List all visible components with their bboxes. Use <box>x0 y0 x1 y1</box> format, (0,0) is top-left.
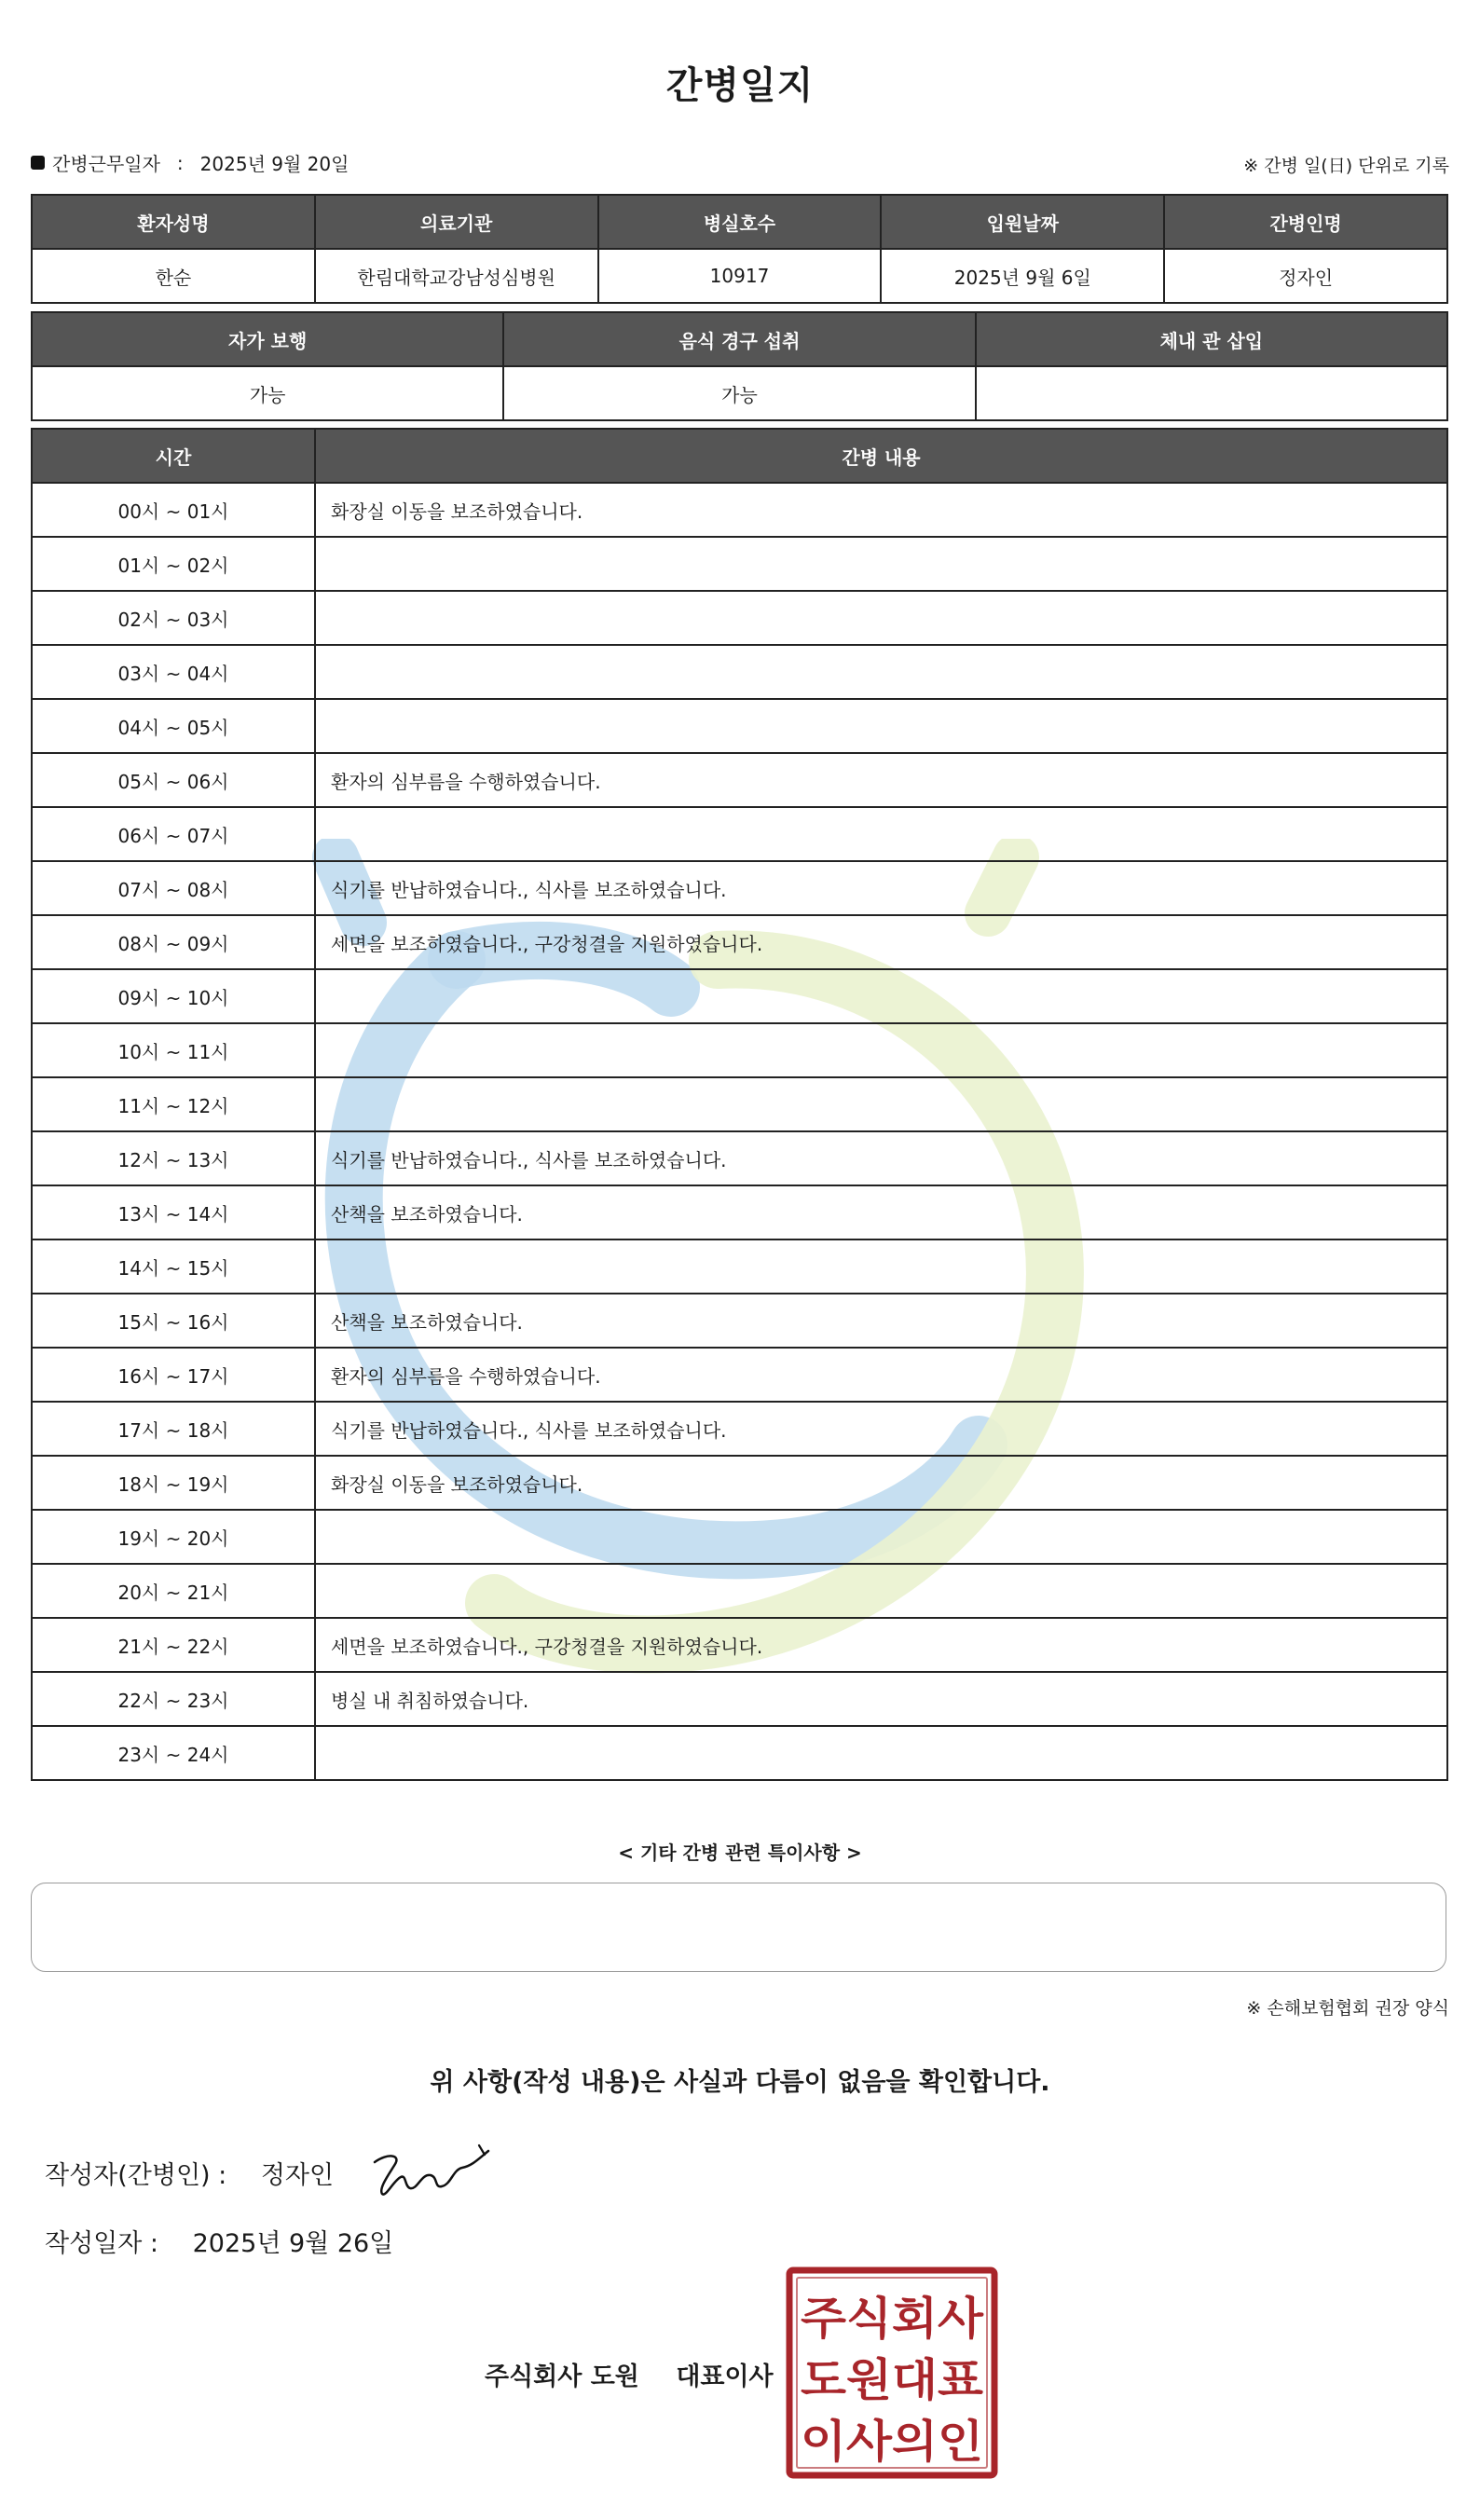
care-log-row <box>32 1456 1447 1510</box>
tube-insertion-value <box>976 366 1447 420</box>
log-time-cell: 08시 ~ 09시 <box>32 915 315 969</box>
care-log-row <box>32 1294 1447 1348</box>
log-time-cell: 12시 ~ 13시 <box>32 1131 315 1185</box>
room-number: 10917 <box>598 249 882 303</box>
work-date-line <box>31 149 349 176</box>
care-log-row <box>32 591 1447 645</box>
care-log-row <box>32 1510 1447 1564</box>
log-content-cell: 환자의 심부름을 수행하였습니다. <box>315 1348 1447 1402</box>
care-log-row <box>32 861 1447 915</box>
care-log-row <box>32 483 1447 537</box>
log-content-cell: 화장실 이동을 보조하였습니다. <box>315 1456 1447 1510</box>
log-time-cell: 16시 ~ 17시 <box>32 1348 315 1402</box>
caregiver-name: 정자인 <box>1164 249 1447 303</box>
care-log-row <box>32 1564 1447 1618</box>
care-log-row <box>32 1023 1447 1077</box>
care-log-row <box>32 1672 1447 1726</box>
hospital-name: 한림대학교강남성심병원 <box>315 249 598 303</box>
care-log-rows <box>32 483 1447 1780</box>
log-content-cell <box>315 699 1447 753</box>
care-log-row <box>32 645 1447 699</box>
notes-title: < 기타 간병 관련 특이사항 > <box>618 1842 862 1864</box>
patient-status-table <box>31 311 1448 421</box>
page-title: 간병일지 <box>665 64 815 107</box>
special-notes-box <box>31 1883 1446 1972</box>
care-log-table <box>31 428 1448 1781</box>
care-log-row <box>32 1077 1447 1131</box>
care-log-row <box>32 1185 1447 1239</box>
log-time-cell: 15시 ~ 16시 <box>32 1294 315 1348</box>
log-content-cell <box>315 1023 1447 1077</box>
log-content-cell <box>315 591 1447 645</box>
header-hospital: 의료기관 <box>315 195 598 249</box>
log-time-cell: 06시 ~ 07시 <box>32 807 315 861</box>
square-bullet-icon <box>31 156 45 170</box>
header-time: 시간 <box>32 429 315 483</box>
care-log-row <box>32 1348 1447 1402</box>
log-content-cell <box>315 807 1447 861</box>
daily-record-note: ※ 간병 일(日) 단위로 기록 <box>1243 156 1449 176</box>
handwritten-signature <box>369 2142 500 2207</box>
care-log-row <box>32 1239 1447 1294</box>
oral-intake-value: 가능 <box>503 366 975 420</box>
svg-text:주식회사: 주식회사 <box>801 2293 984 2345</box>
care-log-row <box>32 969 1447 1023</box>
log-time-cell: 17시 ~ 18시 <box>32 1402 315 1456</box>
ceo-title: 대표이사 <box>676 2362 774 2391</box>
log-time-cell: 18시 ~ 19시 <box>32 1456 315 1510</box>
log-content-cell: 식기를 반납하였습니다., 식사를 보조하였습니다. <box>315 861 1447 915</box>
log-time-cell: 11시 ~ 12시 <box>32 1077 315 1131</box>
log-content-cell <box>315 969 1447 1023</box>
log-time-cell: 07시 ~ 08시 <box>32 861 315 915</box>
company-line <box>485 2356 774 2392</box>
patient-info-table <box>31 194 1448 304</box>
writer-label: 작성자(간병인) : <box>45 2161 227 2190</box>
self-walking-value: 가능 <box>32 366 503 420</box>
log-content-cell <box>315 1077 1447 1131</box>
svg-text:도원대표: 도원대표 <box>801 2354 984 2406</box>
company-name: 주식회사 도원 <box>485 2362 639 2391</box>
confirmation-statement: 위 사항(작성 내용)은 사실과 다름이 없음을 확인합니다. <box>430 2068 1050 2097</box>
log-content-cell <box>315 1239 1447 1294</box>
log-content-cell: 환자의 심부름을 수행하였습니다. <box>315 753 1447 807</box>
care-log-row <box>32 1131 1447 1185</box>
care-log-row <box>32 1402 1447 1456</box>
work-date-value: 2025년 9월 20일 <box>199 153 349 175</box>
care-log-row <box>32 807 1447 861</box>
log-content-cell <box>315 645 1447 699</box>
log-content-cell: 화장실 이동을 보조하였습니다. <box>315 483 1447 537</box>
header-oral-intake: 음식 경구 섭취 <box>503 312 975 366</box>
log-time-cell: 13시 ~ 14시 <box>32 1185 315 1239</box>
log-content-cell: 산책을 보조하였습니다. <box>315 1294 1447 1348</box>
log-time-cell: 22시 ~ 23시 <box>32 1672 315 1726</box>
work-date-label: 간병근무일자 <box>52 153 160 175</box>
header-tube-insertion: 체내 관 삽입 <box>976 312 1447 366</box>
care-log-row <box>32 1726 1447 1780</box>
log-content-cell: 식기를 반납하였습니다., 식사를 보조하였습니다. <box>315 1402 1447 1456</box>
log-content-cell <box>315 1510 1447 1564</box>
log-time-cell: 19시 ~ 20시 <box>32 1510 315 1564</box>
log-time-cell: 03시 ~ 04시 <box>32 645 315 699</box>
log-time-cell: 05시 ~ 06시 <box>32 753 315 807</box>
svg-text:이사의인: 이사의인 <box>801 2416 983 2468</box>
patient-name: 한순 <box>32 249 315 303</box>
care-log-row <box>32 699 1447 753</box>
log-time-cell: 10시 ~ 11시 <box>32 1023 315 1077</box>
log-content-cell <box>315 537 1447 591</box>
log-time-cell: 09시 ~ 10시 <box>32 969 315 1023</box>
log-content-cell: 병실 내 취침하였습니다. <box>315 1672 1447 1726</box>
log-time-cell: 04시 ~ 05시 <box>32 699 315 753</box>
admission-date: 2025년 9월 6일 <box>881 249 1164 303</box>
log-content-cell <box>315 1726 1447 1780</box>
writer-name: 정자인 <box>260 2161 335 2190</box>
company-seal-stamp <box>786 2267 998 2479</box>
log-time-cell: 21시 ~ 22시 <box>32 1618 315 1672</box>
write-date-line <box>45 2223 393 2259</box>
recommended-form-note: ※ 손해보험협회 권장 양식 <box>1246 1998 1449 2019</box>
write-date-value: 2025년 9월 26일 <box>192 2229 394 2258</box>
log-time-cell: 02시 ~ 03시 <box>32 591 315 645</box>
header-care-content: 간병 내용 <box>315 429 1447 483</box>
log-content-cell: 세면을 보조하였습니다., 구강청결을 지원하였습니다. <box>315 1618 1447 1672</box>
log-time-cell: 20시 ~ 21시 <box>32 1564 315 1618</box>
care-log-row <box>32 753 1447 807</box>
header-patient-name: 환자성명 <box>32 195 315 249</box>
log-content-cell: 세면을 보조하였습니다., 구강청결을 지원하였습니다. <box>315 915 1447 969</box>
care-log-row <box>32 537 1447 591</box>
write-date-label: 작성일자 : <box>45 2229 159 2258</box>
log-content-cell: 산책을 보조하였습니다. <box>315 1185 1447 1239</box>
log-time-cell: 01시 ~ 02시 <box>32 537 315 591</box>
log-content-cell <box>315 1564 1447 1618</box>
writer-line <box>45 2155 334 2191</box>
log-content-cell: 식기를 반납하였습니다., 식사를 보조하였습니다. <box>315 1131 1447 1185</box>
log-time-cell: 23시 ~ 24시 <box>32 1726 315 1780</box>
log-time-cell: 14시 ~ 15시 <box>32 1239 315 1294</box>
care-log-row <box>32 915 1447 969</box>
header-caregiver-name: 간병인명 <box>1164 195 1447 249</box>
header-admission-date: 입원날짜 <box>881 195 1164 249</box>
log-time-cell: 00시 ~ 01시 <box>32 483 315 537</box>
header-self-walking: 자가 보행 <box>32 312 503 366</box>
care-log-row <box>32 1618 1447 1672</box>
header-room-number: 병실호수 <box>598 195 882 249</box>
work-date-colon: : <box>176 151 184 174</box>
